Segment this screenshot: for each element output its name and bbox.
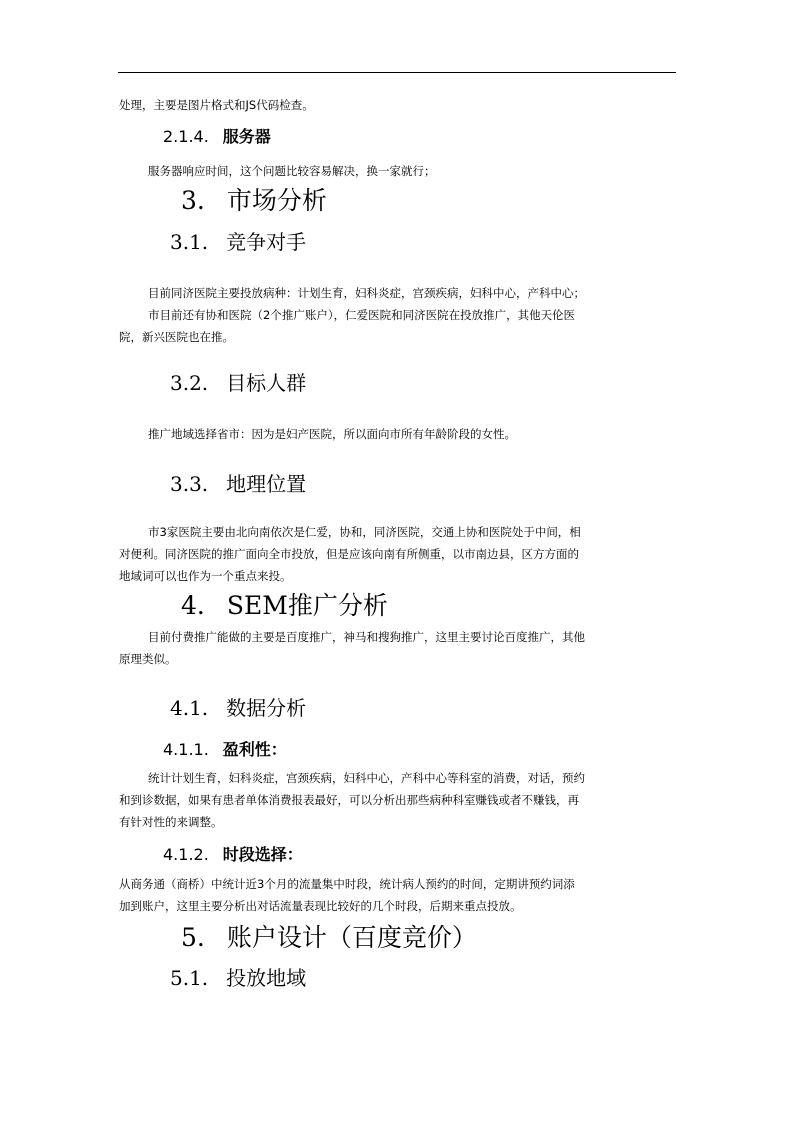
heading-title: 投放地域	[226, 966, 307, 990]
paragraph-competitors	[119, 282, 675, 348]
heading-title: SEM推广分析	[226, 591, 388, 620]
heading-4	[181, 591, 388, 621]
heading-5-1	[170, 965, 306, 991]
header-rule	[118, 72, 676, 73]
paragraph-profit	[119, 767, 675, 833]
heading-3	[181, 186, 327, 216]
heading-title: 市场分析	[226, 186, 327, 215]
heading-title: 账户设计（百度竞价）	[226, 923, 477, 952]
text-line: 从商务通（商桥）中统计近3个月的流量集中时段，统计病人预约的时间，定期讲预约词添	[119, 877, 575, 891]
paragraph-location	[119, 521, 675, 587]
text-line: 目前同济医院主要投放病种：计划生育，妇科炎症，宫颈疾病，妇科中心，产科中心；	[148, 286, 585, 300]
text-line: 目前付费推广能做的主要是百度推广，神马和搜狗推广，这里主要讨论百度推广，其他	[148, 630, 585, 644]
heading-number: 4.	[181, 591, 205, 620]
heading-number: 3.2.	[170, 371, 209, 395]
heading-title: 服务器	[222, 127, 271, 146]
text-line: 对便利。同济医院的推广面向全市投放，但是应该向南有所侧重，以市南边县，区方方面的	[119, 547, 579, 561]
heading-number: 4.1.1.	[163, 740, 209, 759]
heading-4-1-2	[163, 844, 303, 866]
heading-3-1	[170, 229, 306, 255]
heading-number: 3.	[181, 186, 205, 215]
paragraph-timing	[119, 873, 675, 917]
heading-title: 盈利性：	[222, 740, 287, 759]
heading-4-1-1	[163, 739, 287, 761]
heading-number: 4.1.	[170, 696, 209, 720]
heading-number: 3.1.	[170, 230, 209, 254]
heading-4-1	[170, 695, 306, 721]
heading-number: 5.	[181, 923, 205, 952]
heading-title: 竞争对手	[226, 230, 307, 254]
text-line: 处理，主要是图片格式和JS代码检查。	[119, 98, 314, 112]
text-line: 有针对性的来调整。	[119, 815, 223, 829]
heading-number: 3.3.	[170, 472, 209, 496]
heading-number: 2.1.4.	[163, 127, 209, 146]
text-line: 原理类似。	[119, 652, 177, 666]
paragraph-continued	[119, 94, 675, 116]
text-line: 推广地域选择省市：因为是妇产医院，所以面向市所有年龄阶段的女性。	[148, 427, 516, 441]
heading-title: 地理位置	[226, 472, 307, 496]
text-line: 统计计划生育，妇科炎症，宫颈疾病，妇科中心，产科中心等科室的消费，对话，预约	[148, 771, 585, 785]
heading-2-1-4	[163, 126, 271, 148]
text-line: 市目前还有协和医院（2个推广账户），仁爱医院和同济医院在投放推广，其他天伦医	[148, 308, 576, 322]
paragraph-server	[148, 160, 704, 182]
heading-3-2	[170, 370, 306, 396]
paragraph-sem	[119, 626, 675, 670]
heading-title: 目标人群	[226, 371, 307, 395]
heading-5	[181, 923, 477, 953]
text-line: 院，新兴医院也在推。	[119, 330, 234, 344]
paragraph-target	[148, 423, 704, 445]
text-line: 地域词可以也作为一个重点来投。	[119, 569, 292, 583]
heading-number: 4.1.2.	[163, 845, 209, 864]
heading-number: 5.1.	[170, 966, 209, 990]
text-line: 服务器响应时间，这个问题比较容易解决，换一家就行；	[148, 164, 436, 178]
heading-title: 时段选择：	[222, 845, 303, 864]
text-line: 和到诊数据，如果有患者单体消费报表最好，可以分析出那些病种科室赚钱或者不赚钱，再	[119, 793, 579, 807]
text-line: 加到账户，这里主要分析出对话流量表现比较好的几个时段，后期来重点投放。	[119, 899, 522, 913]
heading-title: 数据分析	[226, 696, 307, 720]
text-line: 市3家医院主要由北向南依次是仁爱，协和，同济医院，交通上协和医院处于中间，相	[148, 525, 581, 539]
heading-3-3	[170, 471, 306, 497]
